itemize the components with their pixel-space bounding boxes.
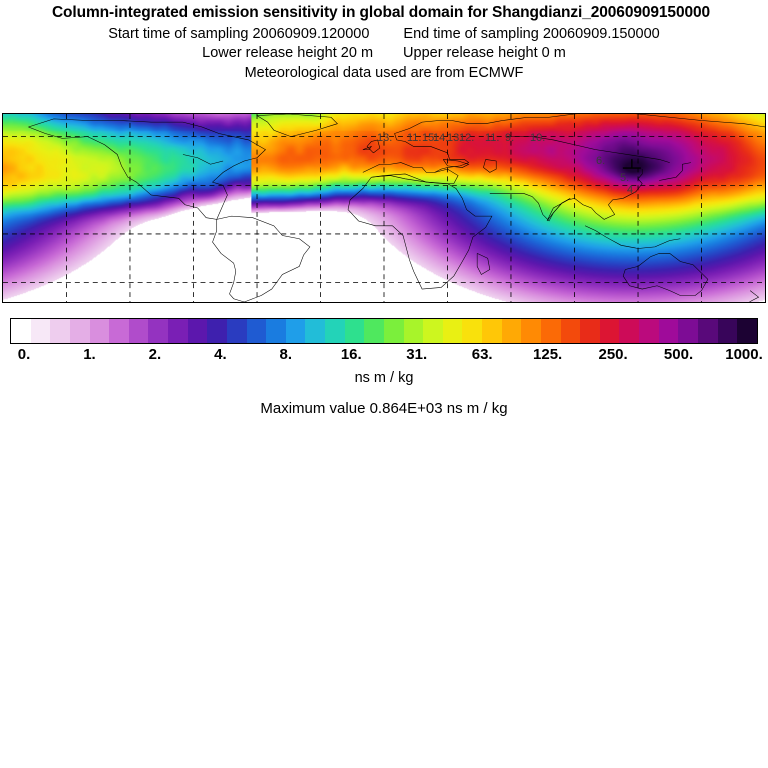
colorbar-cell (207, 319, 227, 343)
colorbar-cell (462, 319, 482, 343)
start-time-label: Start time of sampling (108, 25, 249, 42)
contour-label: 13. (377, 132, 393, 144)
end-time-label: End time of sampling (403, 25, 539, 42)
map-panel (2, 113, 766, 303)
colorbar-cell (521, 319, 541, 343)
colorbar-cell (266, 319, 286, 343)
contour-label: 10. (530, 132, 546, 144)
colorbar-cell (109, 319, 129, 343)
colorbar-tick: 250. (598, 346, 628, 363)
colorbar-tick: 8. (279, 346, 293, 363)
colorbar-cell (31, 319, 51, 343)
colorbar-cell (561, 319, 581, 343)
colorbar-cell (698, 319, 718, 343)
colorbar (10, 318, 758, 344)
end-time-value: 20060909.150000 (542, 25, 660, 42)
contour-label: 9. (505, 132, 515, 144)
colorbar-cell (404, 319, 424, 343)
colorbar-cell (639, 319, 659, 343)
colorbar-tick: 31. (406, 346, 428, 363)
contour-label: 15. (422, 132, 438, 144)
maximum-value-label: Maximum value 0.864E+03 ns m / kg (260, 400, 508, 417)
contour-label: 6. (596, 155, 606, 167)
colorbar-cell (580, 319, 600, 343)
colorbar-cell (168, 319, 188, 343)
colorbar-cell (423, 319, 443, 343)
colorbar-tick: 1000. (725, 346, 763, 363)
page-title: Column-integrated emission sensitivity in global domain for Shangdianzi_20060909150000 (51, 4, 711, 21)
colorbar-cell (129, 319, 149, 343)
colorbar-cell (325, 319, 345, 343)
colorbar-tick: 125. (533, 346, 563, 363)
colorbar-cell (482, 319, 502, 343)
met-data-line: Meteorological data used are from ECMWF (244, 64, 524, 81)
graticule-overlay (3, 114, 765, 302)
colorbar-tick: 16. (340, 346, 362, 363)
colorbar-unit-label: ns m / kg (354, 370, 414, 386)
colorbar-tick-labels (0, 346, 768, 366)
colorbar-cell (148, 319, 168, 343)
colorbar-cell (286, 319, 306, 343)
colorbar-cell (718, 319, 738, 343)
colorbar-cell (345, 319, 365, 343)
colorbar-cell (678, 319, 698, 343)
colorbar-tick: 500. (663, 346, 694, 363)
colorbar-tick: 2. (148, 346, 162, 363)
colorbar-cell (364, 319, 384, 343)
colorbar-cell (600, 319, 620, 343)
contour-label: 13. (447, 132, 463, 144)
contour-label: 12. (459, 132, 475, 144)
colorbar-cell (11, 319, 31, 343)
sampling-time-line (0, 26, 768, 42)
colorbar-cell (502, 319, 522, 343)
contour-label: 5. (620, 172, 630, 184)
colorbar-cell (70, 319, 90, 343)
release-height-line (0, 45, 768, 61)
colorbar-cell (619, 319, 639, 343)
lower-release-label: Lower release height (202, 45, 337, 61)
upper-release-value: 0 m (541, 45, 566, 61)
lower-release-value: 20 m (340, 45, 374, 61)
colorbar-cell (737, 319, 757, 343)
colorbar-tick: 63. (471, 346, 493, 363)
colorbar-cell (443, 319, 463, 343)
colorbar-tick: 0. (17, 346, 31, 363)
colorbar-tick: 1. (83, 346, 96, 363)
contour-label: 11. (407, 132, 422, 144)
contour-label: 11. (485, 132, 500, 144)
contour-label: 4. (627, 184, 637, 196)
contour-label: 14. (433, 132, 449, 144)
start-time-value: 20060909.120000 (252, 25, 370, 42)
upper-release-label: Upper release height (403, 45, 538, 61)
colorbar-tick: 4. (214, 346, 227, 363)
colorbar-cell (659, 319, 679, 343)
title-block (0, 4, 768, 81)
colorbar-cell (384, 319, 404, 343)
map-canvas (3, 114, 765, 302)
colorbar-cell (305, 319, 325, 343)
colorbar-cell (90, 319, 110, 343)
colorbar-cell (247, 319, 267, 343)
colorbar-cell (188, 319, 208, 343)
colorbar-cell (50, 319, 70, 343)
colorbar-cell (541, 319, 561, 343)
colorbar-cell (227, 319, 247, 343)
